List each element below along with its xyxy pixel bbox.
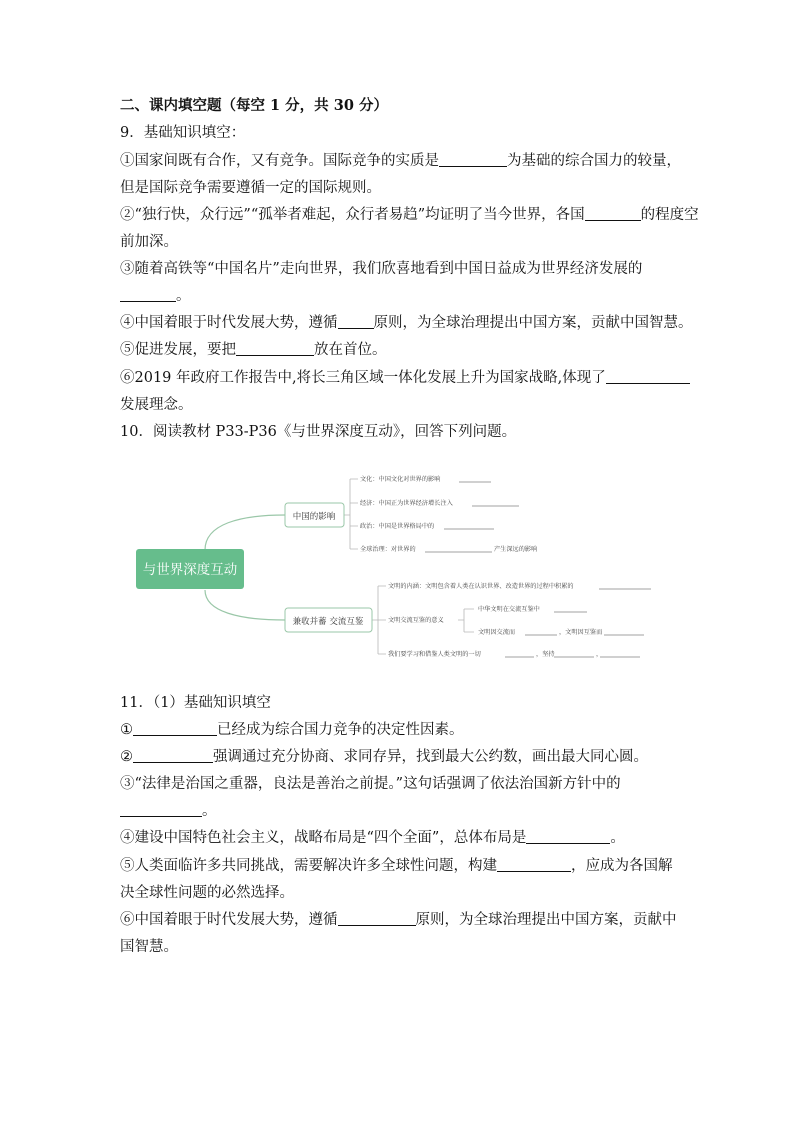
b2-item-adhere: ，坚持 [536,651,555,658]
answer-blank[interactable] [497,857,571,872]
b2-item-connotation: 文明的内涵：文明包含着人类在认识世界、改造世界的过程中积累的 [388,583,574,590]
b2-item-learn: 我们要学习和借鉴人类文明的一切 [388,651,481,658]
answer-blank[interactable] [606,369,690,384]
q9-title: 9．基础知识填空： [120,125,246,141]
mind-map [130,462,660,672]
q9-item2-line2: 前加深。 [120,234,178,250]
b1-item-governance-tail: 产生深远的影响 [494,546,538,553]
q11-item6-line2: 国智慧。 [120,939,178,955]
q9-item3-line1: ③随着高铁等“中国名片”走向世界，我们欣喜地看到中国日益成为世界经济发展的 [120,261,643,277]
answer-blank[interactable] [439,152,507,167]
branch2-items [388,582,602,658]
answer-blank[interactable] [585,206,641,221]
b1-item-culture: 文化：中国文化对世界的影响 [360,476,441,483]
q11-item2: ② 强调通过充分协商、求同存异，找到最大公约数，画出最大同心圆。 [120,749,648,765]
q11-item6-line1: ⑥中国着眼于时代发展大势，遵循 原则，为全球治理提出中国方案，贡献中 [120,912,677,928]
section-heading: 二、课内填空题（每空 1 分，共 30 分） [120,97,388,114]
mind-map-branch-label: 兼收并蓄 交流互鉴 [292,617,364,627]
b1-item-politics: 政治：中国是世界格局中的 [360,523,435,530]
answer-blank[interactable] [526,829,610,844]
q9-item1-line2: 但是国际竞争需要遵循一定的国际规则。 [120,180,381,196]
q11-item3-line2: 。 [120,801,217,821]
mind-map-branch-label: 中国的影响 [292,512,336,522]
branch2-blanks [505,589,651,657]
answer-blank[interactable] [133,721,217,736]
q11-item3-line1: ③“法律是治国之重器，良法是善治之前提。”这句话强调了依法治国新方针中的 [120,776,621,792]
answer-blank[interactable] [133,748,213,763]
answer-blank[interactable] [120,287,176,302]
b2-sub-mutual: ，文明因互鉴而 [559,629,603,636]
answer-blank[interactable] [120,802,202,817]
branch1-items [360,475,537,553]
q9-item6-line1: ⑥2019 年政府工作报告中,将长三角区域一体化发展上升为国家战略,体现了 [120,368,690,388]
answer-blank[interactable] [236,341,314,356]
q11-item1: ① 已经成为综合国力竞争的决定性因素。 [120,722,464,738]
q11-item4: ④建设中国特色社会主义，战略布局是“四个全面”，总体布局是 。 [120,830,625,846]
mind-map-root-label: 与世界深度互动 [142,562,238,578]
b1-item-economy: 经济：中国正为世界经济增长注入 [360,500,453,507]
q9-item5: ⑤促进发展，要把 放在首位。 [120,342,387,358]
answer-blank[interactable] [338,314,374,329]
q9-item2-line1: ②“独行快，众行远”“孤举者难起，众行者易趋”均证明了当今世界，各国 的程度空 [120,207,699,223]
q9-item4: ④中国着眼于时代发展大势，遵循 原则，为全球治理提出中国方案，贡献中国智慧。 [120,315,693,331]
q11-title: 11．（1）基础知识填空 [120,695,271,711]
b2-sub-chinese: 中华文明在交流互鉴中 [478,606,540,613]
q10-title: 10．阅读教材 P33-P36《与世界深度互动》，回答下列问题。 [120,424,517,440]
branch1-blanks [425,482,519,552]
b2-item-comma: ， [596,651,603,658]
q11-item5-line2: 决全球性问题的必然选择。 [120,885,294,901]
q11-item5-line1: ⑤人类面临许多共同挑战，需要解决许多全球性问题，构建 ，应成为各国解 [120,858,673,874]
answer-blank[interactable] [338,911,416,926]
b2-item-significance: 文明交流互鉴的意义 [388,617,444,624]
q9-item3-line2: 。 [120,286,191,306]
b2-sub-exchange: 文明因交流而 [478,629,516,636]
b1-item-governance: 全球治理：对世界的 [360,546,416,553]
q9-item1-line1: ①国家间既有合作，又有竞争。国际竞争的实质是 为基础的综合国力的较量， [120,153,681,169]
q9-item6-line2: 发展理念。 [120,397,193,413]
